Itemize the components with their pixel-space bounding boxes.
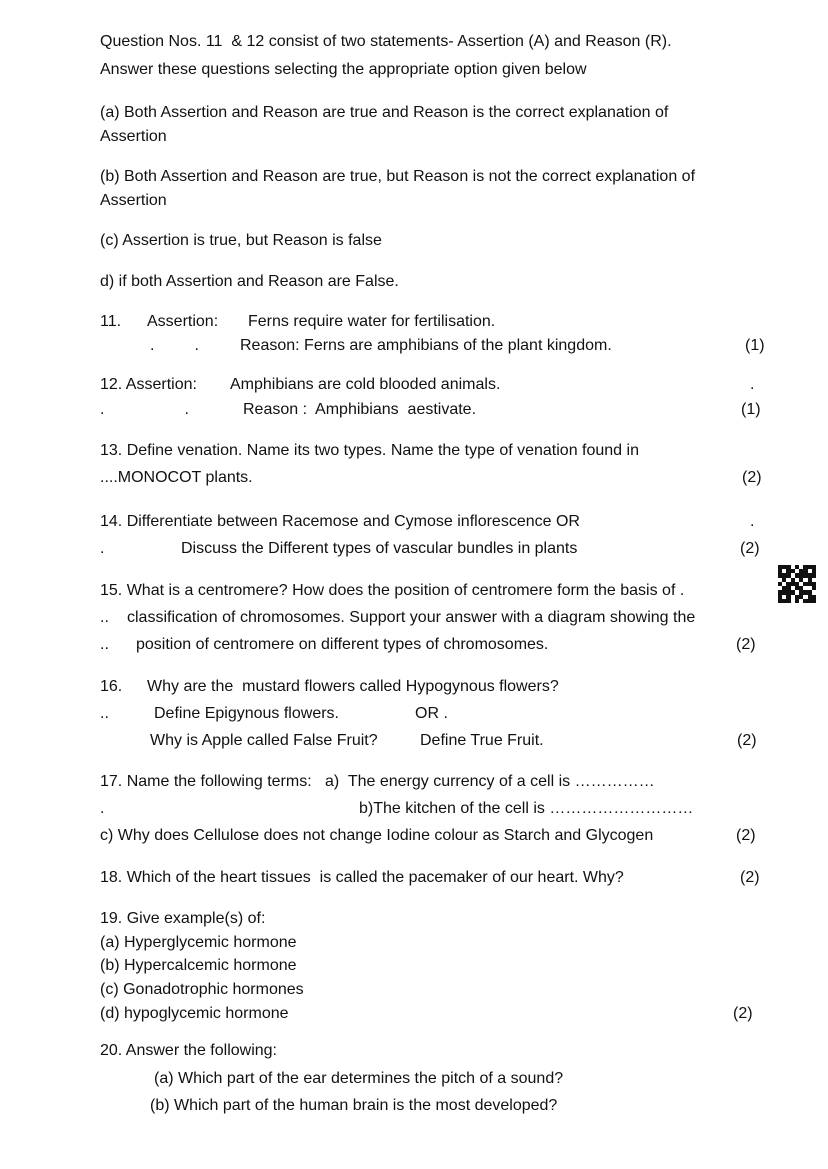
- q20-heading: 20. Answer the following:: [100, 1042, 277, 1059]
- q16-number: 16.: [100, 678, 123, 695]
- intro-line-1: Question Nos. 11 & 12 consist of two statements- Assertion (A) and Reason (R).: [100, 33, 672, 50]
- q17-line-2: b)The kitchen of the cell is ………………………: [359, 800, 694, 817]
- q16-dots: ..: [100, 705, 109, 722]
- q15-line-2: classification of chromosomes. Support your answer with a diagram showing the: [127, 609, 696, 626]
- q19-item-d: (d) hypoglycemic hormone: [100, 1005, 289, 1022]
- q18-line-1: 18. Which of the heart tissues is called the pacemaker of our heart. Why?: [100, 869, 624, 886]
- q16-line-3b: Define True Fruit.: [420, 732, 544, 749]
- q19-heading: 19. Give example(s) of:: [100, 910, 266, 927]
- q16-line-2: Define Epigynous flowers.: [154, 705, 339, 722]
- option-b-line-2: Assertion: [100, 192, 167, 209]
- q15-marks: (2): [736, 636, 756, 653]
- q19-marks: (2): [733, 1005, 753, 1022]
- option-d: d) if both Assertion and Reason are False.: [100, 273, 399, 290]
- q14-line-1: 14. Differentiate between Racemose and Cymose inflorescence OR: [100, 513, 580, 530]
- q16-or: OR .: [415, 705, 448, 722]
- q14-line-2: Discuss the Different types of vascular bundles in plants: [181, 540, 578, 557]
- q11-reason: Reason: Ferns are amphibians of the plant kingdom.: [240, 337, 612, 354]
- q11-assertion-label: Assertion:: [147, 313, 219, 330]
- q12-end-dot: .: [750, 376, 755, 393]
- q12-lead: 12. Assertion:: [100, 376, 197, 393]
- q12-reason: Reason : Amphibians aestivate.: [243, 401, 477, 418]
- option-a-line-2: Assertion: [100, 128, 167, 145]
- q16-line-3a: Why is Apple called False Fruit?: [150, 732, 378, 749]
- q18-marks: (2): [740, 869, 760, 886]
- q17-line-3: c) Why does Cellulose does not change Iodine colour as Starch and Glycogen: [100, 827, 654, 844]
- q11-dots: . .: [150, 337, 199, 354]
- q13-line-2: ....MONOCOT plants.: [100, 469, 253, 486]
- qr-code: [778, 565, 816, 603]
- q17-line-1: 17. Name the following terms: a) The energy currency of a cell is ……………: [100, 773, 655, 790]
- q14-marks: (2): [740, 540, 760, 557]
- q12-assertion: Amphibians are cold blooded animals.: [230, 376, 501, 393]
- q11-number: 11.: [100, 313, 122, 330]
- q14-dot: .: [100, 540, 105, 557]
- q13-line-1: 13. Define venation. Name its two types. Name the type of venation found in: [100, 442, 639, 459]
- q11-assertion: Ferns require water for fertilisation.: [248, 313, 496, 330]
- q12-marks: (1): [741, 401, 761, 418]
- q15-line-3: position of centromere on different types of chromosomes.: [136, 636, 549, 653]
- q20-item-b: (b) Which part of the human brain is the most developed?: [150, 1097, 558, 1114]
- q19-item-c: (c) Gonadotrophic hormones: [100, 981, 304, 998]
- q17-dot: .: [100, 800, 105, 817]
- intro-line-2: Answer these questions selecting the appropriate option given below: [100, 61, 587, 78]
- q19-item-a: (a) Hyperglycemic hormone: [100, 934, 297, 951]
- q13-marks: (2): [742, 469, 762, 486]
- q15-line-1: 15. What is a centromere? How does the position of centromere form the basis of .: [100, 582, 685, 599]
- q20-item-a: (a) Which part of the ear determines the pitch of a sound?: [154, 1070, 564, 1087]
- q19-item-b: (b) Hypercalcemic hormone: [100, 957, 297, 974]
- option-c: (c) Assertion is true, but Reason is false: [100, 232, 382, 249]
- option-a-line-1: (a) Both Assertion and Reason are true and Reason is the correct explanation of: [100, 104, 669, 121]
- q15-dots-3: ..: [100, 636, 109, 653]
- q14-end-dot: .: [750, 513, 755, 530]
- q17-marks: (2): [736, 827, 756, 844]
- q15-dots-2: ..: [100, 609, 109, 626]
- q11-marks: (1): [745, 337, 765, 354]
- q16-marks: (2): [737, 732, 757, 749]
- q16-line-1: Why are the mustard flowers called Hypogynous flowers?: [147, 678, 559, 695]
- q12-dots: . .: [100, 401, 189, 418]
- option-b-line-1: (b) Both Assertion and Reason are true, but Reason is not the correct explanation of: [100, 168, 696, 185]
